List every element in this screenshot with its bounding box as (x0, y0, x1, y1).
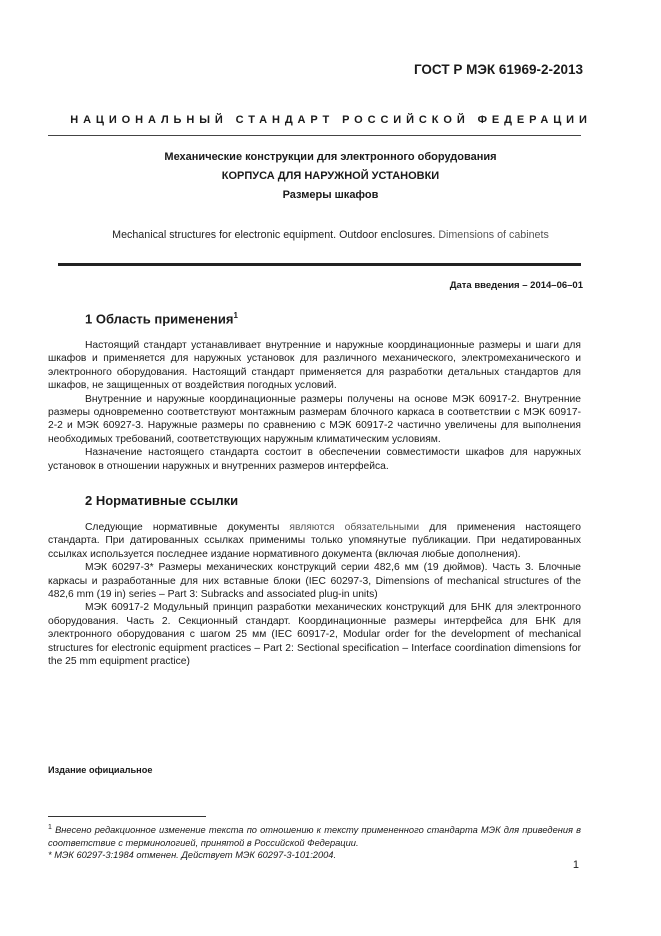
section-1-footnote-mark: 1 (233, 311, 238, 320)
section-1-paragraph: Настоящий стандарт устанавливает внутренние и наружные координационные размеры и шаги для шкафов и применяется для наружных установок для различного механического, электромеханического и электронного оборудования. Настоящий стандарт применяется для разработки детальных стандартов для шкафов, не защищенных от воздействия погодных условий. (48, 340, 581, 392)
page-number: 1 (572, 859, 579, 871)
section-2-intro-paragraph (48, 521, 581, 561)
official-edition-label: Издание официальное (48, 765, 153, 775)
intro-text-a: Следующие нормативные документы (85, 522, 280, 533)
title-line-2: КОРПУСА ДЛЯ НАРУЖНОЙ УСТАНОВКИ (221, 170, 440, 182)
section-1-body (48, 339, 581, 473)
reference-iec-60917-2: МЭК 60917-2 Модульный принцип разработки механических конструкций для БНК для электронного оборудования. Часть 2. Секционный стандарт. Координационные размеры интерфейса для БНК для электронного оборудования с шагом 25 мм (IEC 60917-2, Modular order for the development of mechanical structures for electronic equipment practices – Part 2: Sectional specification – Interface coordination dimensions for the 25 mm equipment practice) (48, 602, 581, 668)
intro-text-b: являются обязательными (289, 522, 420, 533)
section-2-body (48, 521, 581, 668)
english-title-tail: Dimensions of cabinets (438, 229, 549, 241)
section-1-heading (85, 311, 238, 326)
section-1-heading-text: 1 Область применения (85, 311, 234, 327)
introduction-date: Дата введения – 2014–06–01 (449, 280, 583, 291)
national-standard-banner: НАЦИОНАЛЬНЫЙ СТАНДАРТ РОССИЙСКОЙ ФЕДЕРАЦИИ (70, 114, 592, 126)
section-2-heading: 2 Нормативные ссылки (85, 493, 239, 508)
document-code: ГОСТ Р МЭК 61969-2-2013 (413, 62, 583, 77)
reference-iec-60297-3: МЭК 60297-3* Размеры механических конструкций серии 482,6 мм (19 дюймов). Часть 3. Блочные каркасы и разработанные для них вставные блоки (IEC 60297-3, Dimensions of mechanical structures of the 482,6 mm (19 in) series – Part 3: Subracks and associated plug-in units) (48, 562, 581, 601)
footnote-2: * МЭК 60297-3:1984 отменен. Действует МЭК 60297-3-101:2004. (48, 849, 337, 860)
section-1-paragraph: Назначение настоящего стандарта состоит в обеспечении совместимости шкафов для наружных установок в отношении наружных и внутренних размеров интерфейса. (48, 447, 581, 472)
title-divider (58, 263, 581, 266)
section-1-paragraph: Внутренние и наружные координационные размеры получены на основе МЭК 60917-2. Внутренние размеры одновременно соответствуют монтажным размерам блочного каркаса в соответствии с МЭК 60917-2-2 и МЭК 60927-3. Наружные размеры по сравнению с МЭК 60917-2 частично увеличены для выполнения необходимых требований, соответствующих наружным климатическим условиям. (48, 393, 581, 445)
footnote-1-mark: 1 (48, 824, 52, 831)
footnote-1 (48, 822, 581, 849)
title-line-1: Механические конструкции для электронного оборудования (164, 151, 497, 163)
intro-text-c: для применения настоящего стандарта. При датированных ссылках применимы только упомянутые публикации. При недатированных ссылках используется последнее издание нормативного документа (включая любые дополнения). (48, 522, 582, 560)
title-line-3: Размеры шкафов (282, 189, 379, 201)
english-title (48, 229, 613, 241)
footnote-divider (48, 816, 206, 817)
footnote-1-text: Внесено редакционное изменение текста по отношению к тексту примененного стандарта МЭК для приведения в соответствие с терминологией, принятой в Российской Федерации. (48, 825, 581, 848)
footnotes (48, 822, 581, 861)
header-divider (48, 135, 581, 136)
english-title-main: Mechanical structures for electronic equipment. Outdoor enclosures. (112, 229, 436, 241)
